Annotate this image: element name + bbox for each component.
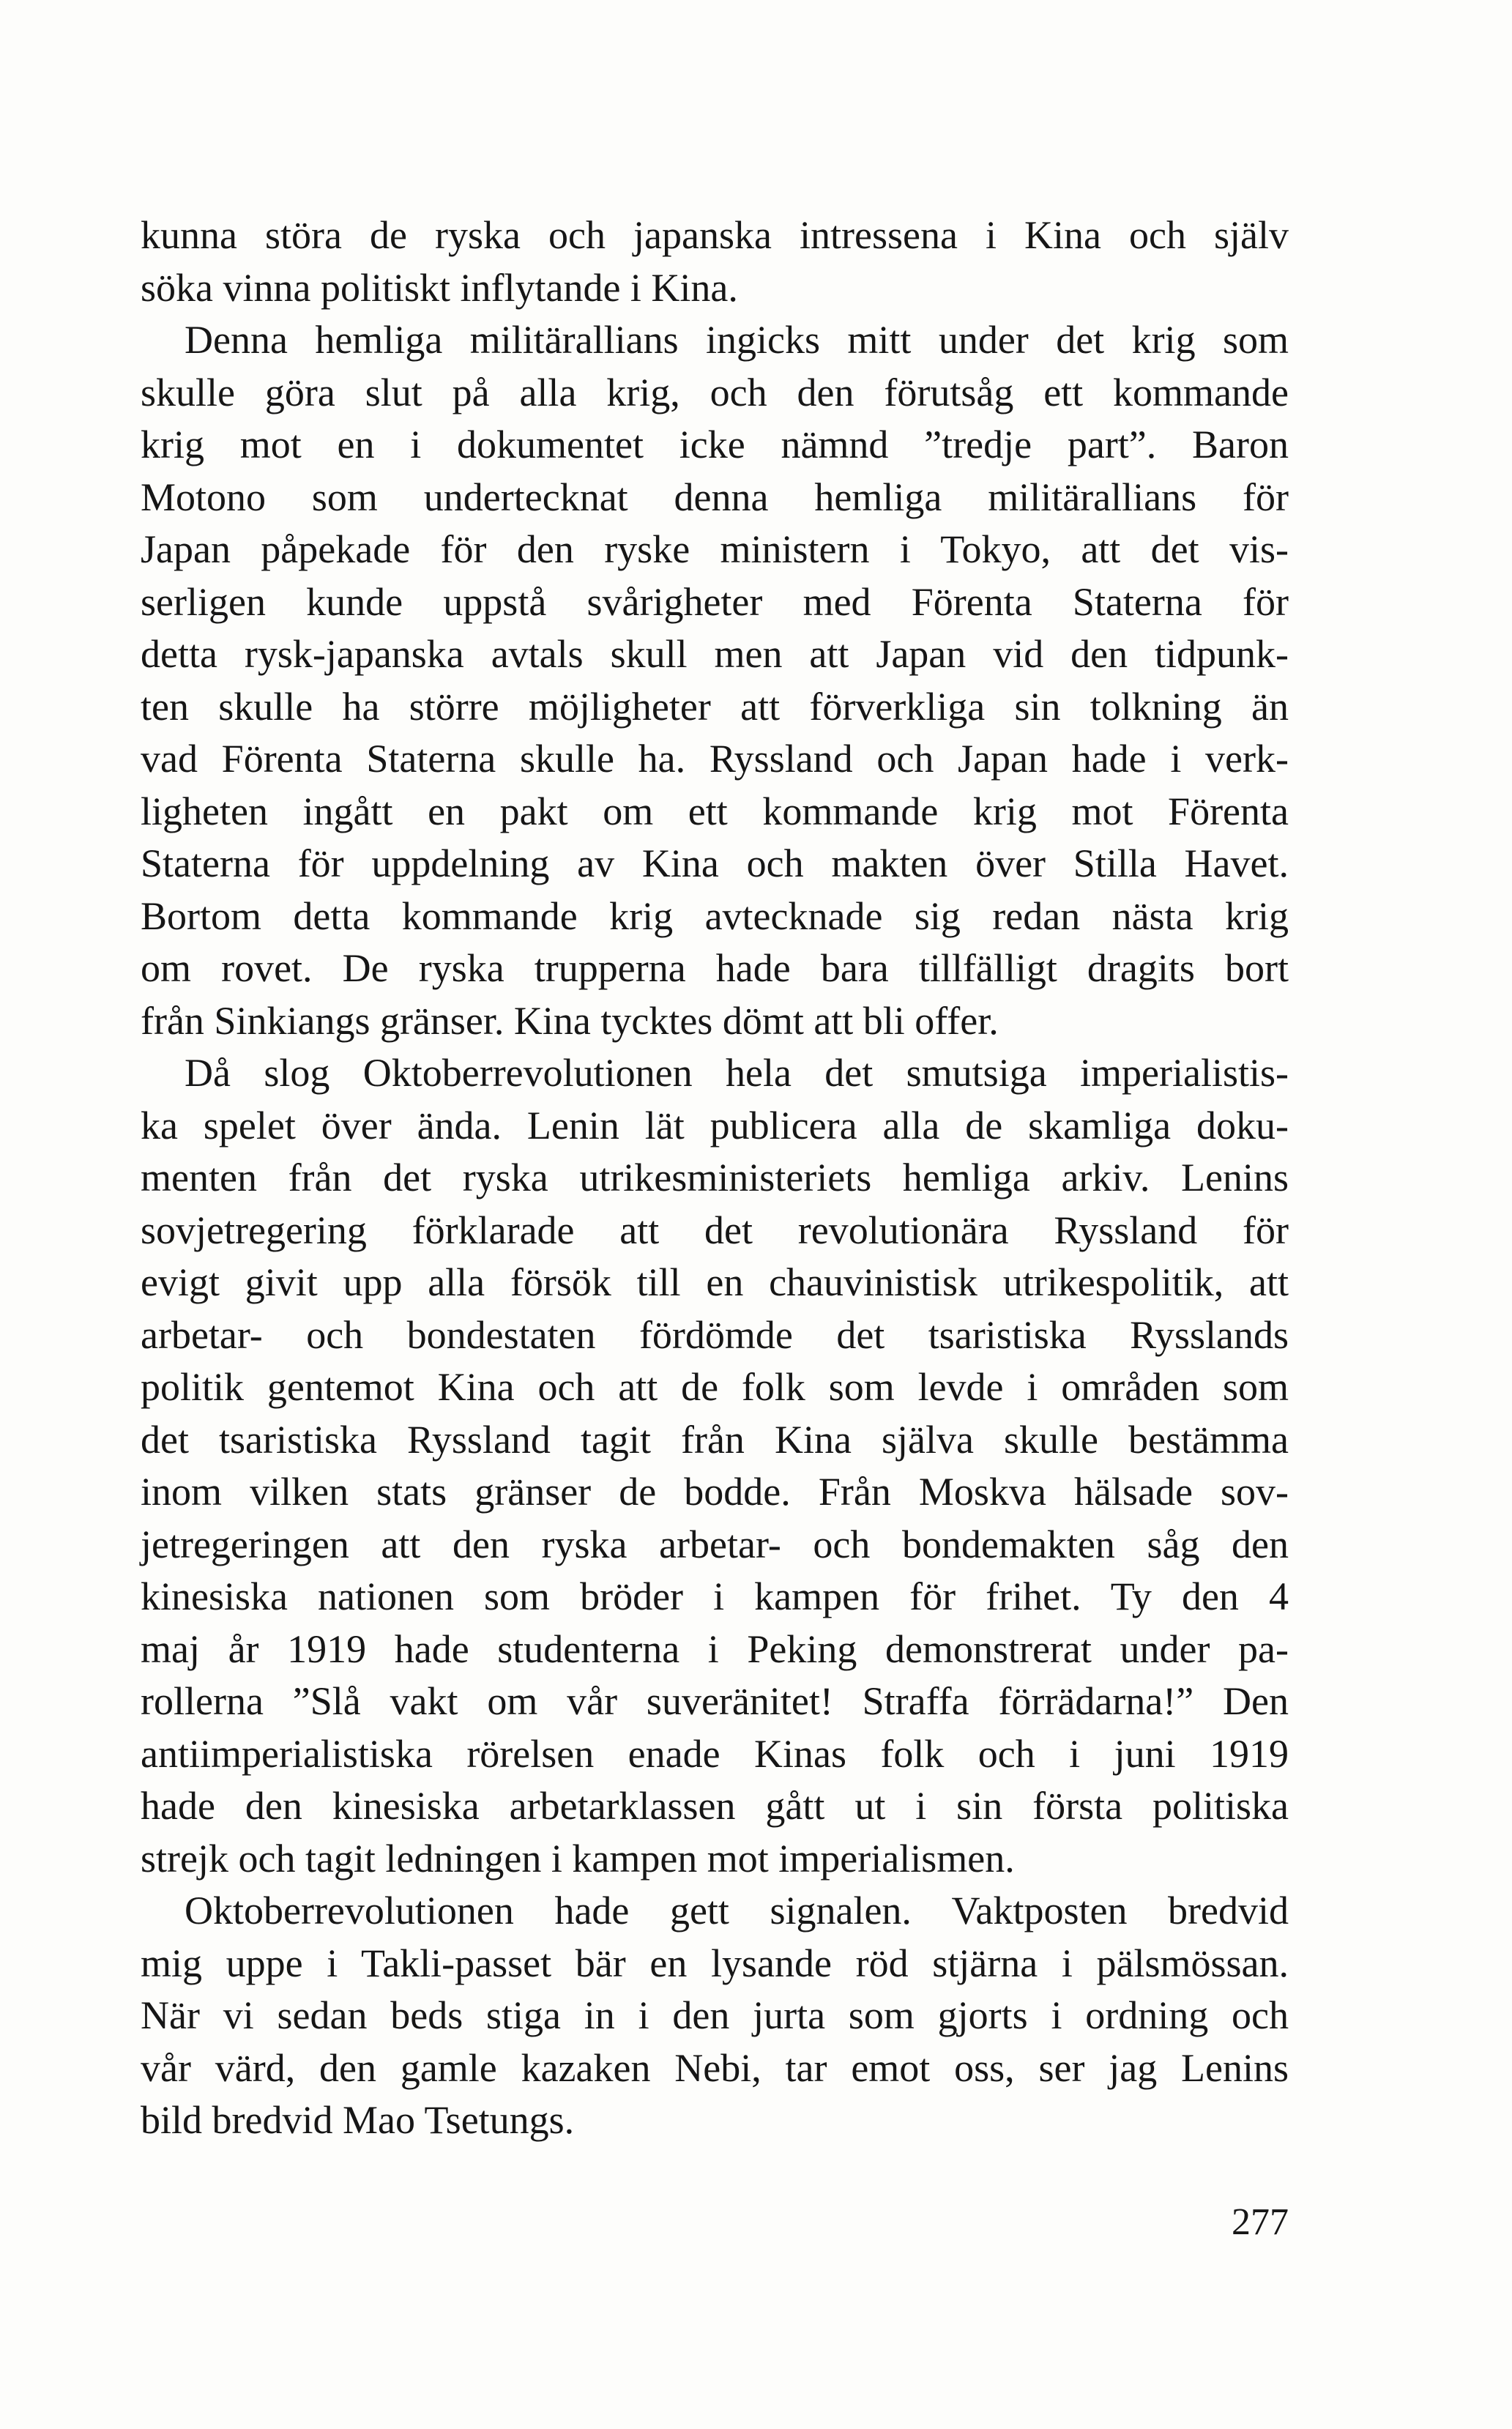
- text-line: söka vinna politiskt inflytande i Kina.: [141, 265, 738, 310]
- text-line: rollerna ”Slå vakt om vår suveränitet! Straffa förrädarna!” Den: [141, 1679, 1289, 1723]
- text-line: evigt givit upp alla försök till en chauvinistisk utrikespolitik, att: [141, 1260, 1289, 1304]
- text-line: politik gentemot Kina och att de folk som levde i områden som: [141, 1365, 1289, 1409]
- text-line: om rovet. De ryska trupperna hade bara tillfälligt dragits bort: [141, 946, 1289, 990]
- paragraph-3: [141, 1047, 1289, 1885]
- body-text: [141, 209, 1289, 2147]
- text-line: antiimperialistiska rörelsen enade Kinas folk och i juni 1919: [141, 1731, 1289, 1776]
- text-line: inom vilken stats gränser de bodde. Från Moskva hälsade sov-: [141, 1470, 1289, 1514]
- text-line: hade den kinesiska arbetarklassen gått ut i sin första politiska: [141, 1784, 1289, 1828]
- text-line: sovjetregering förklarade att det revolutionära Ryssland för: [141, 1208, 1289, 1252]
- text-line: maj år 1919 hade studenterna i Peking demonstrerat under pa-: [141, 1626, 1289, 1671]
- text-line: kunna störa de ryska och japanska intressena i Kina och själv: [141, 213, 1289, 257]
- paragraph-1: [141, 209, 1289, 314]
- text-line: mig uppe i Takli-passet bär en lysande röd stjärna i pälsmössan.: [141, 1941, 1289, 1985]
- text-line: Bortom detta kommande krig avtecknade sig redan nästa krig: [141, 893, 1289, 938]
- text-line: arbetar- och bondestaten fördömde det tsaristiska Rysslands: [141, 1312, 1289, 1357]
- text-line: vad Förenta Staterna skulle ha. Ryssland och Japan hade i verk-: [141, 737, 1289, 781]
- text-line: När vi sedan beds stiga in i den jurta som gjorts i ordning och: [141, 1993, 1289, 2037]
- page-number: 277: [1232, 2201, 1289, 2243]
- text-line: krig mot en i dokumentet icke nämnd ”tredje part”. Baron: [141, 423, 1289, 466]
- text-line: ten skulle ha större möjligheter att förverkliga sin tolkning än: [141, 684, 1289, 729]
- text-line: ligheten ingått en pakt om ett kommande krig mot Förenta: [141, 789, 1289, 833]
- text-line: från Sinkiangs gränser. Kina tycktes dömt att bli offer.: [141, 998, 999, 1043]
- text-line: jetregeringen att den ryska arbetar- och bondemakten såg den: [141, 1522, 1289, 1566]
- text-line: kinesiska nationen som bröder i kampen för frihet. Ty den 4: [141, 1574, 1289, 1618]
- text-line: det tsaristiska Ryssland tagit från Kina själva skulle bestämma: [141, 1417, 1289, 1462]
- text-line: Då slog Oktoberrevolutionen hela det smutsiga imperialistis-: [185, 1051, 1289, 1095]
- paragraph-2: [141, 314, 1289, 1047]
- text-line: skulle göra slut på alla krig, och den förutsåg ett kommande: [141, 370, 1289, 414]
- text-line: vår värd, den gamle kazaken Nebi, tar emot oss, ser jag Lenins: [141, 2045, 1289, 2090]
- text-line: Motono som undertecknat denna hemliga militärallians för: [141, 475, 1289, 519]
- text-line: detta rysk-japanska avtals skull men att Japan vid den tidpunk-: [141, 632, 1289, 676]
- text-line: Oktoberrevolutionen hade gett signalen. Vaktposten bredvid: [185, 1889, 1289, 1933]
- text-line: Denna hemliga militärallians ingicks mitt under det krig som: [185, 318, 1289, 362]
- text-line: menten från det ryska utrikesministeriets hemliga arkiv. Lenins: [141, 1156, 1289, 1199]
- text-line: Staterna för uppdelning av Kina och makten över Stilla Havet.: [141, 841, 1289, 885]
- text-line: Japan påpekade för den ryske ministern i Tokyo, att det vis-: [141, 527, 1289, 571]
- text-line: bild bredvid Mao Tsetungs.: [141, 2098, 575, 2142]
- text-line: ka spelet över ända. Lenin lät publicera alla de skamliga doku-: [141, 1103, 1289, 1147]
- text-line: strejk och tagit ledningen i kampen mot imperialismen.: [141, 1836, 1015, 1881]
- text-line: serligen kunde uppstå svårigheter med Förenta Staterna för: [141, 579, 1289, 624]
- paragraph-4: [141, 1885, 1289, 2147]
